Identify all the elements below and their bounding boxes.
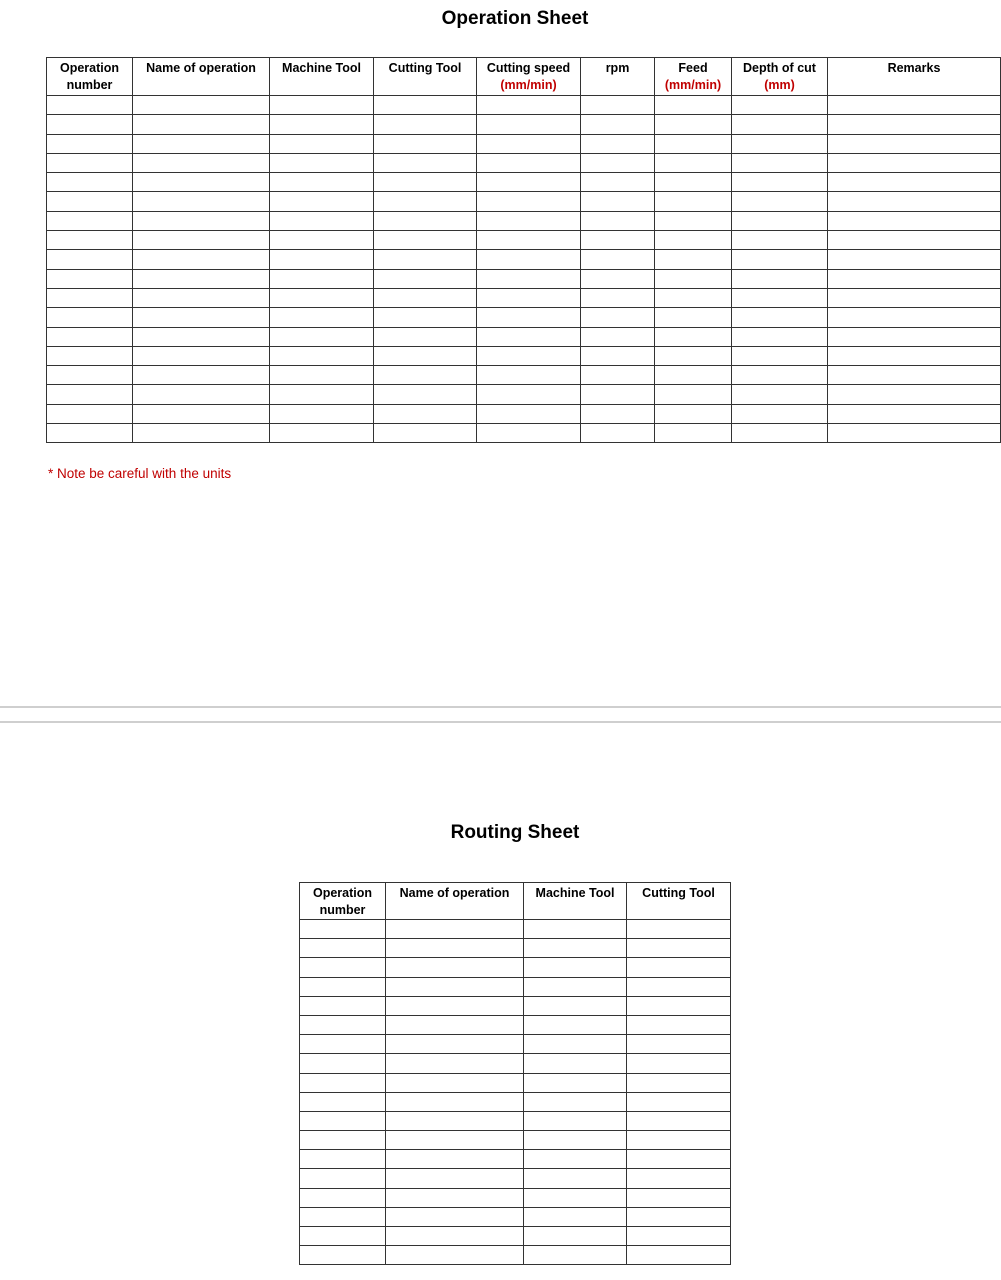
routing-sheet-cell[interactable] [386,1188,524,1207]
feed-unit: (mm/min) [664,78,722,92]
col-header-operation-number: Operation number [300,883,386,920]
operation-sheet-cell[interactable] [828,327,1001,346]
operation-sheet-cell[interactable] [732,269,828,288]
operation-sheet-cell[interactable] [133,327,270,346]
operation-sheet-row [47,308,1001,327]
operation-sheet-cell[interactable] [655,211,732,230]
routing-sheet-cell[interactable] [300,1015,386,1034]
operation-sheet-cell[interactable] [477,96,581,115]
operation-sheet-cell[interactable] [732,153,828,172]
routing-sheet-cell[interactable] [386,1131,524,1150]
routing-sheet-cell[interactable] [524,939,627,958]
operation-sheet-cell[interactable] [655,192,732,211]
operation-sheet-cell[interactable] [581,385,655,404]
routing-sheet-cell[interactable] [627,1227,731,1246]
operation-sheet-cell[interactable] [581,231,655,250]
operation-sheet-cell[interactable] [374,288,477,307]
operation-sheet-cell[interactable] [374,96,477,115]
routing-sheet-cell[interactable] [386,1035,524,1054]
operation-sheet-row [47,211,1001,230]
operation-sheet-cell[interactable] [133,366,270,385]
routing-sheet-cell[interactable] [627,1150,731,1169]
operation-sheet-cell[interactable] [828,173,1001,192]
routing-sheet-cell[interactable] [627,1188,731,1207]
routing-sheet-cell[interactable] [300,1188,386,1207]
cutting-speed-unit: (mm/min) [500,78,557,92]
operation-sheet-cell[interactable] [828,288,1001,307]
operation-sheet-cell[interactable] [477,346,581,365]
operation-sheet-cell[interactable] [47,211,133,230]
operation-sheet-cell[interactable] [581,115,655,134]
col-header-cutting-speed: Cutting speed (mm/min) [477,58,581,96]
operation-sheet-cell[interactable] [655,153,732,172]
col-header-remarks: Remarks [828,58,1001,96]
operation-sheet-cell[interactable] [47,404,133,423]
operation-sheet-cell[interactable] [732,327,828,346]
operation-sheet-cell[interactable] [133,153,270,172]
routing-sheet-cell[interactable] [627,1054,731,1073]
operation-sheet-cell[interactable] [477,366,581,385]
routing-sheet-cell[interactable] [524,958,627,977]
routing-sheet-cell[interactable] [300,996,386,1015]
operation-sheet-cell[interactable] [270,250,374,269]
routing-sheet-row [300,1207,731,1226]
col-header-operation-number: Operation number [47,58,133,96]
routing-sheet-cell[interactable] [627,996,731,1015]
operation-sheet-cell[interactable] [270,327,374,346]
operation-sheet-cell[interactable] [374,250,477,269]
routing-sheet-cell[interactable] [524,1246,627,1265]
routing-sheet-row [300,1111,731,1130]
operation-sheet-cell[interactable] [828,153,1001,172]
routing-sheet-cell[interactable] [386,1207,524,1226]
operation-sheet-cell[interactable] [655,424,732,443]
col-header-name-of-operation: Name of operation [386,883,524,920]
col-header-cutting-tool: Cutting Tool [627,883,731,920]
routing-sheet-cell[interactable] [627,1246,731,1265]
operation-sheet-cell[interactable] [477,231,581,250]
operation-sheet-cell[interactable] [47,96,133,115]
operation-sheet-cell[interactable] [47,346,133,365]
operation-sheet-cell[interactable] [374,269,477,288]
operation-sheet-cell[interactable] [655,346,732,365]
routing-sheet-cell[interactable] [386,958,524,977]
operation-sheet-cell[interactable] [133,404,270,423]
operation-sheet-cell[interactable] [133,96,270,115]
operation-sheet-cell[interactable] [374,366,477,385]
operation-sheet-cell[interactable] [732,308,828,327]
operation-sheet-cell[interactable] [133,346,270,365]
routing-sheet-cell[interactable] [386,1111,524,1130]
col-header-cutting-tool: Cutting Tool [374,58,477,96]
routing-sheet-cell[interactable] [627,977,731,996]
operation-sheet-cell[interactable] [828,424,1001,443]
operation-sheet-cell[interactable] [732,231,828,250]
routing-sheet-title: Routing Sheet [450,822,580,843]
operation-sheet-cell[interactable] [732,288,828,307]
routing-sheet-row [300,1015,731,1034]
operation-sheet-cell[interactable] [655,173,732,192]
operation-sheet-cell[interactable] [47,231,133,250]
routing-sheet-cell[interactable] [627,1092,731,1111]
operation-sheet-cell[interactable] [47,134,133,153]
operation-sheet-cell[interactable] [581,211,655,230]
operation-sheet-table [46,57,1001,443]
operation-sheet-cell[interactable] [828,231,1001,250]
operation-sheet-cell[interactable] [828,115,1001,134]
operation-sheet-cell[interactable] [477,192,581,211]
routing-sheet-cell[interactable] [300,1092,386,1111]
operation-sheet-cell[interactable] [477,211,581,230]
operation-sheet-cell[interactable] [47,173,133,192]
operation-sheet-row [47,134,1001,153]
col-header-name-of-operation: Name of operation [133,58,270,96]
routing-sheet-cell[interactable] [300,1227,386,1246]
operation-sheet-cell[interactable] [133,424,270,443]
operation-sheet-cell[interactable] [655,327,732,346]
operation-sheet-cell[interactable] [374,385,477,404]
routing-sheet-cell[interactable] [386,939,524,958]
operation-sheet-cell[interactable] [270,269,374,288]
routing-sheet-row [300,1150,731,1169]
depth-of-cut-unit: (mm) [764,78,795,92]
operation-sheet-cell[interactable] [477,385,581,404]
routing-sheet-cell[interactable] [300,1207,386,1226]
operation-sheet-row [47,404,1001,423]
routing-sheet-cell[interactable] [627,1131,731,1150]
routing-sheet-cell[interactable] [300,1131,386,1150]
operation-sheet-row [47,115,1001,134]
routing-sheet-row [300,1227,731,1246]
page-separator [0,706,1001,723]
routing-sheet-cell[interactable] [524,1188,627,1207]
routing-sheet-cell[interactable] [524,1207,627,1226]
operation-sheet-cell[interactable] [374,231,477,250]
routing-sheet-row [300,1246,731,1265]
operation-sheet-cell[interactable] [581,424,655,443]
operation-sheet-row [47,192,1001,211]
routing-sheet-cell[interactable] [300,1246,386,1265]
operation-sheet-cell[interactable] [270,288,374,307]
routing-sheet-cell[interactable] [300,1073,386,1092]
operation-sheet-cell[interactable] [374,308,477,327]
operation-sheet-cell[interactable] [732,385,828,404]
routing-sheet-row [300,1054,731,1073]
operation-sheet-cell[interactable] [828,404,1001,423]
col-header-machine-tool: Machine Tool [524,883,627,920]
operation-sheet-cell[interactable] [270,424,374,443]
operation-sheet-cell[interactable] [655,385,732,404]
operation-sheet-cell[interactable] [47,385,133,404]
operation-sheet-cell[interactable] [477,134,581,153]
operation-sheet-cell[interactable] [477,308,581,327]
operation-sheet-cell[interactable] [477,288,581,307]
operation-sheet-cell[interactable] [270,366,374,385]
operation-sheet-cell[interactable] [477,424,581,443]
routing-sheet-cell[interactable] [627,1111,731,1130]
operation-sheet-cell[interactable] [133,385,270,404]
operation-sheet-cell[interactable] [477,327,581,346]
operation-sheet-cell[interactable] [47,308,133,327]
routing-sheet-row [300,1073,731,1092]
operation-sheet-cell[interactable] [828,269,1001,288]
routing-sheet-row [300,1169,731,1188]
operation-sheet-cell[interactable] [374,327,477,346]
routing-sheet-row [300,996,731,1015]
operation-sheet-cell[interactable] [477,173,581,192]
operation-sheet-row [47,96,1001,115]
operation-sheet-cell[interactable] [828,134,1001,153]
routing-sheet-cell[interactable] [386,1227,524,1246]
operation-sheet-cell[interactable] [732,424,828,443]
operation-sheet-cell[interactable] [270,231,374,250]
operation-sheet-cell[interactable] [732,404,828,423]
operation-sheet-cell[interactable] [581,173,655,192]
routing-sheet-cell[interactable] [627,1073,731,1092]
operation-sheet-cell[interactable] [47,115,133,134]
operation-sheet-cell[interactable] [133,288,270,307]
operation-sheet-cell[interactable] [47,424,133,443]
operation-sheet-cell[interactable] [270,346,374,365]
operation-sheet-cell[interactable] [732,134,828,153]
routing-sheet-cell[interactable] [386,1073,524,1092]
operation-sheet-body [47,96,1001,443]
operation-sheet-cell[interactable] [133,211,270,230]
operation-sheet-cell[interactable] [133,192,270,211]
routing-sheet-cell[interactable] [524,996,627,1015]
routing-sheet-cell[interactable] [300,939,386,958]
operation-sheet-cell[interactable] [581,346,655,365]
operation-sheet-cell[interactable] [732,96,828,115]
operation-sheet-cell[interactable] [655,308,732,327]
operation-sheet-cell[interactable] [133,173,270,192]
col-header-feed: Feed (mm/min) [655,58,732,96]
operation-sheet-cell[interactable] [581,327,655,346]
operation-sheet-cell[interactable] [828,250,1001,269]
operation-sheet-cell[interactable] [270,134,374,153]
routing-sheet-cell[interactable] [524,1054,627,1073]
routing-sheet-cell[interactable] [627,939,731,958]
operation-sheet-cell[interactable] [828,96,1001,115]
operation-sheet-cell[interactable] [133,134,270,153]
operation-sheet-cell[interactable] [270,96,374,115]
routing-sheet-cell[interactable] [386,920,524,939]
routing-sheet-cell[interactable] [524,1015,627,1034]
operation-sheet-cell[interactable] [581,134,655,153]
operation-sheet-cell[interactable] [732,192,828,211]
operation-sheet-cell[interactable] [655,288,732,307]
col-header-depth-of-cut: Depth of cut (mm) [732,58,828,96]
operation-sheet-cell[interactable] [655,96,732,115]
routing-sheet-row [300,939,731,958]
operation-sheet-cell[interactable] [732,115,828,134]
operation-sheet-cell[interactable] [581,192,655,211]
routing-sheet-cell[interactable] [627,1015,731,1034]
routing-sheet-cell[interactable] [627,958,731,977]
routing-sheet-cell[interactable] [300,1150,386,1169]
operation-sheet-cell[interactable] [374,346,477,365]
routing-sheet-cell[interactable] [524,1035,627,1054]
routing-sheet-header-row [300,883,731,920]
operation-sheet-cell[interactable] [655,269,732,288]
operation-sheet-cell[interactable] [828,366,1001,385]
routing-sheet-cell[interactable] [386,996,524,1015]
operation-sheet-cell[interactable] [374,115,477,134]
operation-sheet-cell[interactable] [828,346,1001,365]
col-header-rpm: rpm [581,58,655,96]
routing-sheet-cell[interactable] [627,1169,731,1188]
operation-sheet-cell[interactable] [581,153,655,172]
routing-sheet-cell[interactable] [524,1073,627,1092]
operation-sheet-row [47,153,1001,172]
operation-sheet-cell[interactable] [581,404,655,423]
operation-sheet-cell[interactable] [477,153,581,172]
operation-sheet-cell[interactable] [477,404,581,423]
operation-sheet-row [47,424,1001,443]
operation-sheet-row [47,366,1001,385]
operation-sheet-row [47,231,1001,250]
operation-sheet-cell[interactable] [133,115,270,134]
operation-sheet-cell[interactable] [270,404,374,423]
operation-sheet-cell[interactable] [133,250,270,269]
operation-sheet-cell[interactable] [47,153,133,172]
routing-sheet-cell[interactable] [386,1015,524,1034]
units-note: * Note be careful with the units [48,466,232,481]
operation-sheet-cell[interactable] [732,173,828,192]
routing-sheet-row [300,1092,731,1111]
operation-sheet-cell[interactable] [655,404,732,423]
routing-sheet-cell[interactable] [386,1150,524,1169]
routing-sheet-cell[interactable] [300,1035,386,1054]
routing-sheet-cell[interactable] [386,1092,524,1111]
operation-sheet-cell[interactable] [828,192,1001,211]
operation-sheet-cell[interactable] [133,231,270,250]
operation-sheet-cell[interactable] [374,424,477,443]
operation-sheet-cell[interactable] [270,308,374,327]
operation-sheet-cell[interactable] [828,211,1001,230]
routing-sheet-cell[interactable] [524,1227,627,1246]
operation-sheet-cell[interactable] [133,308,270,327]
operation-sheet-row [47,385,1001,404]
routing-sheet-cell[interactable] [300,1054,386,1073]
operation-sheet-row [47,327,1001,346]
operation-sheet-cell[interactable] [270,115,374,134]
operation-sheet-cell[interactable] [581,96,655,115]
routing-sheet-cell[interactable] [627,1035,731,1054]
operation-sheet-cell[interactable] [47,250,133,269]
operation-sheet-cell[interactable] [47,366,133,385]
operation-sheet-cell[interactable] [374,404,477,423]
routing-sheet-row [300,920,731,939]
operation-sheet-title: Operation Sheet [441,8,589,29]
operation-sheet-cell[interactable] [655,366,732,385]
operation-sheet-cell[interactable] [270,385,374,404]
routing-sheet-cell[interactable] [627,920,731,939]
operation-sheet-cell[interactable] [581,269,655,288]
routing-sheet-cell[interactable] [300,958,386,977]
operation-sheet-cell[interactable] [581,250,655,269]
routing-sheet-cell[interactable] [386,1169,524,1188]
operation-sheet-cell[interactable] [477,115,581,134]
operation-sheet-cell[interactable] [732,211,828,230]
routing-sheet-cell[interactable] [300,977,386,996]
operation-sheet-row [47,346,1001,365]
operation-sheet-cell[interactable] [581,288,655,307]
routing-sheet-cell[interactable] [300,920,386,939]
operation-sheet-header-row [47,58,1001,96]
operation-sheet-cell[interactable] [477,250,581,269]
operation-sheet-cell[interactable] [133,269,270,288]
routing-sheet-cell[interactable] [524,977,627,996]
routing-sheet-row [300,1035,731,1054]
routing-sheet-row [300,977,731,996]
operation-sheet-row [47,250,1001,269]
operation-sheet-cell[interactable] [47,327,133,346]
routing-sheet-cell[interactable] [524,1111,627,1130]
operation-sheet-cell[interactable] [47,192,133,211]
operation-sheet-cell[interactable] [47,288,133,307]
routing-sheet-cell[interactable] [524,1092,627,1111]
operation-sheet-cell[interactable] [581,366,655,385]
operation-sheet-cell[interactable] [828,308,1001,327]
routing-sheet-cell[interactable] [524,1131,627,1150]
operation-sheet-cell[interactable] [655,250,732,269]
operation-sheet-cell[interactable] [270,211,374,230]
routing-sheet-body [300,920,731,1265]
routing-sheet-cell[interactable] [300,1111,386,1130]
operation-sheet-cell[interactable] [655,231,732,250]
routing-sheet-row [300,1131,731,1150]
operation-sheet-cell[interactable] [270,192,374,211]
routing-sheet-table [299,882,731,1265]
routing-sheet-cell[interactable] [524,920,627,939]
operation-sheet-row [47,269,1001,288]
operation-sheet-cell[interactable] [732,346,828,365]
operation-sheet-cell[interactable] [374,153,477,172]
routing-sheet-row [300,1188,731,1207]
operation-sheet-cell[interactable] [374,192,477,211]
operation-sheet-cell[interactable] [270,153,374,172]
routing-sheet-cell[interactable] [300,1169,386,1188]
operation-sheet-cell[interactable] [47,269,133,288]
operation-sheet-cell[interactable] [655,134,732,153]
operation-sheet-cell[interactable] [732,250,828,269]
operation-sheet-cell[interactable] [477,269,581,288]
operation-sheet-cell[interactable] [374,173,477,192]
operation-sheet-cell[interactable] [581,308,655,327]
operation-sheet-cell[interactable] [270,173,374,192]
operation-sheet-row [47,173,1001,192]
routing-sheet-cell[interactable] [386,977,524,996]
routing-sheet-row [300,958,731,977]
operation-sheet-cell[interactable] [828,385,1001,404]
routing-sheet-cell[interactable] [627,1207,731,1226]
routing-sheet-cell[interactable] [524,1150,627,1169]
routing-sheet-cell[interactable] [386,1054,524,1073]
col-header-machine-tool: Machine Tool [270,58,374,96]
operation-sheet-row [47,288,1001,307]
routing-sheet-cell[interactable] [524,1169,627,1188]
routing-sheet-cell[interactable] [386,1246,524,1265]
operation-sheet-cell[interactable] [732,366,828,385]
operation-sheet-cell[interactable] [655,115,732,134]
operation-sheet-cell[interactable] [374,134,477,153]
operation-sheet-cell[interactable] [374,211,477,230]
